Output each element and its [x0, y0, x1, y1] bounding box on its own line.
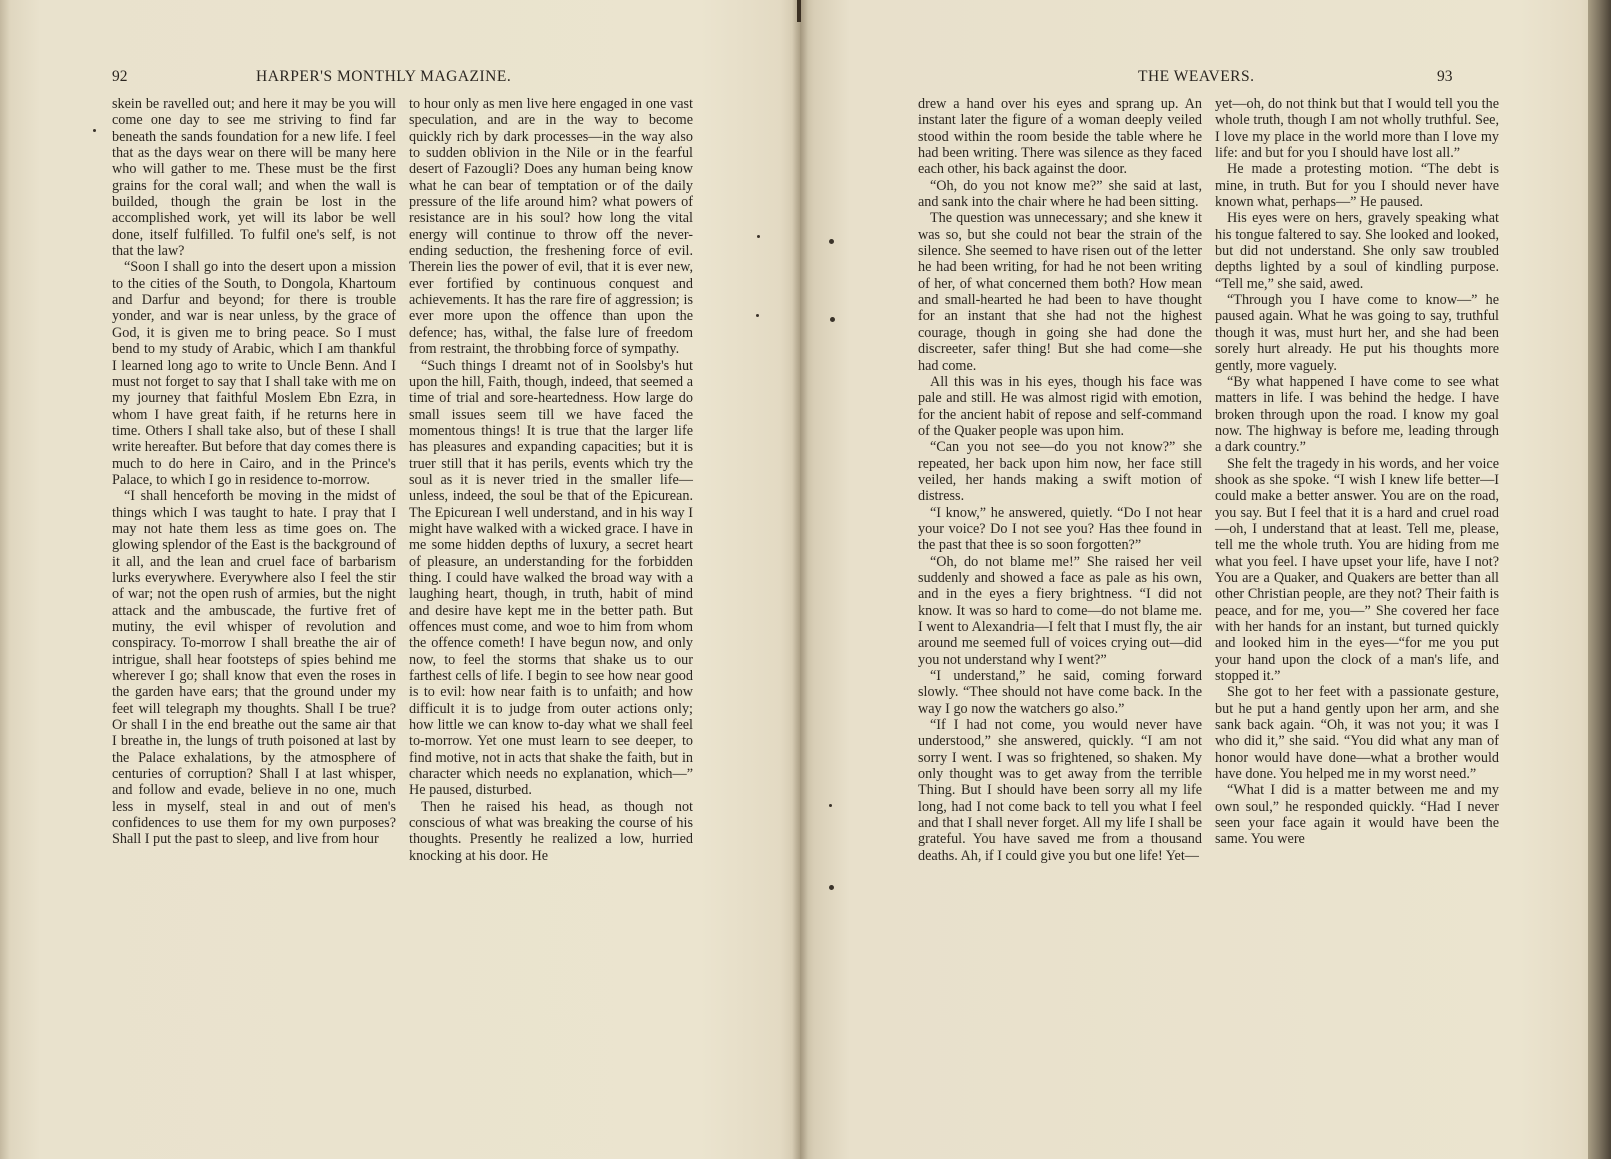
paragraph: The question was unnecessary; and she knew it was so, but she could not bear the strain of the silence. She seemed to have risen out of the letter he had been writing, for had he not been writing of her, of what concerned them both? How mean and small-hearted he had been to have thought for an instant that she had not the highest courage, though in going she had done the discreeter, safer thing! But she had come—she had come. — [918, 210, 1202, 374]
paper-speck — [757, 235, 760, 238]
paragraph: to hour only as men live here engaged in one vast speculation, and are in the way to become quickly rich by dark processes—in the way also to sudden oblivion in the Nile or in the fearful desert of Fazougli? Does any human being know what he can bear of temptation or of the daily pressure of the life around him? what powers of resistance are in his soul? how long the vital energy will continue to throw off the never-ending seduction, the freshening force of evil. Therein lies the power of evil, that it is ever new, ever fortified by continuous conquest and achievements. It has the rare fire of aggression; is ever more upon the offence than upon the defence; has, withal, the false lure of freedom from restraint, the throbbing force of sympathy. — [409, 96, 693, 358]
paper-speck — [829, 239, 834, 244]
book-gutter — [792, 0, 808, 1159]
spine-mark — [797, 0, 801, 22]
left-page — [0, 0, 800, 1159]
paragraph: All this was in his eyes, though his face was pale and still. He was almost rigid with emotion, for the ancient habit of repose and self-command of the Quaker people was upon him. — [918, 373, 1202, 439]
paragraph: Then he raised his head, as though not conscious of what was breaking the course of his thoughts. Presently he realized a low, hurried knocking at his door. He — [409, 798, 693, 864]
paper-speck — [830, 317, 835, 322]
paragraph: She felt the tragedy in his words, and her voice shook as she spoke. “I wish I knew life better—I could make a better answer. You are on the road, you say. But I feel that it is a hard and cruel road—oh, I understand that at least. Tell me, please, tell me the whole truth. You are hiding from me what you feel. I have upset your life, have I not? You are a Quaker, and Quakers are better than all other Christian people, are they not? Their faith is peace, and for me, you—” She covered her face with her hands for an instant, but turned quickly and looked him in the eyes—“for me you put your hand upon the clock of a man's life, and stopped it.” — [1215, 455, 1499, 685]
paragraph: “Oh, do not blame me!” She raised her veil suddenly and showed a face as pale as his own, and in the eyes a fiery brightness. “I did not know. It was so hard to come—do not blame me. I went to Alexandria—I felt that I must fly, the air around me seemed full of voices crying out—did you not understand why I went?” — [918, 553, 1202, 668]
paper-speck — [93, 129, 96, 132]
paragraph: “Can you not see—do you not know?” she repeated, her back upon him now, her face still veiled, her hands making a swift motion of distress. — [918, 439, 1202, 505]
right-page — [800, 0, 1611, 1159]
page-number-right: 93 — [1437, 68, 1453, 85]
paragraph: He made a protesting motion. “The debt is mine, in truth. But for you I should never have known what, perhaps—” He paused. — [1215, 161, 1499, 211]
paragraph: “I shall henceforth be moving in the midst of things which I was taught to hate. I pray that I may not hate them less as time goes on. The glowing splendor of the East is the background of it all, and the lean and cruel face of barbarism lurks everywhere. Everywhere also I feel the stir of war; not the open rush of armies, but the night attack and the ambuscade, the furtive fret of mutiny, the evil whisper of revolution and conspiracy. To-morrow I shall breathe the air of intrigue, shall hear footsteps of spies behind me wherever I go; shall know that even the roses in the garden have ears; that the ground under my feet will telegraph my thoughts. Shall I be true? Or shall I in the end breathe out the same air that I breathe in, the lungs of truth poisoned at last by the Palace exhalations, by the atmosphere of centuries of corruption? Shall I at last whisper, and follow and evade, believe in no one, much less in myself, steal in and out of men's confidences to use them for my own purposes? Shall I put the past to sleep, and live from hour — [112, 488, 396, 848]
text-column-2 — [409, 96, 693, 864]
running-head-right: THE WEAVERS. — [1138, 68, 1255, 85]
paragraph: “Such things I dreamt not of in Soolsby's hut upon the hill, Faith, though, indeed, that seemed a time of trial and sore-heartedness. How large do small issues seem till we have faced the momentous things! It is true that the larger life has pleasures and expanding capacities; but it is truer still that it has perils, events which try the soul as it is never tried in the smaller life—unless, indeed, the soul be that of the Epicurean. The Epicurean I well understand, and in his way I might have walked with a wicked grace. I have in me some hidden depths of luxury, a secret heart of pleasure, an understanding for the forbidden thing. I could have walked the broad way with a laughing heart, though, in truth, habit of mind and desire have kept me in the better path. But offences must come, and woe to him from whom the offence cometh! I have begun now, and only now, to feel the storms that shake us to our farthest cells of life. I begin to see how near good is to evil: how near faith is to unfaith; and how difficult it is to judge from outer actions only; how little we can know to-day what we shall feel to-morrow. Yet one must learn to see deeper, to find motive, not in acts that shake the faith, but in character which needs no explanation, which—” He paused, disturbed. — [409, 357, 693, 799]
page-edge — [1588, 0, 1611, 1159]
text-column-3 — [918, 96, 1202, 864]
paragraph: “Soon I shall go into the desert upon a mission to the cities of the South, to Dongola, Khartoum and Darfur and beyond; for there is trouble yonder, and war is near unless, by the grace of God, it is given me to bring peace. So I must bend to my study of Arabic, which I am thankful I learned long ago to write to Uncle Benn. And I must not forget to say that I shall take with me on my journey that faithful Moslem Ebn Ezra, in whom I have great faith, if he returns here in time. Others I shall take also, but of these I shall write hereafter. But before that day comes there is much to do here in Cairo, and in the Prince's Palace, to which I go in residence to-morrow. — [112, 259, 396, 488]
paragraph: She got to her feet with a passionate gesture, but he put a hand gently upon her arm, and she sank back again. “Oh, it was not you; it was I who did it,” she said. “You did what any man of honor would have done—what a brother would have done. You helped me in my worst need.” — [1215, 684, 1499, 783]
paper-speck — [756, 314, 759, 317]
paragraph: “What I did is a matter between me and my own soul,” he responded quickly. “Had I never seen your face again it would have been the same. You were — [1215, 782, 1499, 848]
paragraph: “Oh, do you not know me?” she said at last, and sank into the chair where he had been sitting. — [918, 177, 1202, 211]
paragraph: “Through you I have come to know—” he paused again. What he was going to say, truthful though it was, must hurt her, and she had been sorely hurt already. He put his thoughts more gently, more vaguely. — [1215, 292, 1499, 374]
paper-speck — [829, 804, 832, 807]
paragraph: “If I had not come, you would never have understood,” she answered, quickly. “I am not sorry I went. I was so frightened, so shaken. My only thought was to get away from the terrible Thing. But I should have been sorry all my life long, had I not come back to tell you what I feel and that I shall never forget. All my life I shall be grateful. You have saved me from a thousand deaths. Ah, if I could give you but one life! Yet— — [918, 717, 1202, 864]
paper-speck — [829, 885, 834, 890]
paragraph: “I know,” he answered, quietly. “Do I not hear your voice? Do I not see you? Has thee found in the past that thee is so soon forgotten?” — [918, 504, 1202, 554]
paragraph: His eyes were on hers, gravely speaking what his tongue faltered to say. She looked and looked, but did not understand. She only saw troubled depths lighted by a soul of kindling purpose. “Tell me,” she said, awed. — [1215, 210, 1499, 292]
paragraph: skein be ravelled out; and here it may be you will come one day to see me striving to find far beneath the sands foundation for a new life. I feel that as the days wear on there will be many here who will gather to me. These must be the first grains for the coral wall; and when the wall is builded, though the grain be lost in the accomplished work, yet will its labor be well done, itself fulfilled. To fulfil one's self, is not that the law? — [112, 96, 396, 260]
paragraph: yet—oh, do not think but that I would tell you the whole truth, though I am not wholly truthful. See, I love my place in the world more than I love my life: and but for you I should have lost all.” — [1215, 96, 1499, 162]
text-column-1 — [112, 96, 396, 848]
paragraph: “By what happened I have come to see what matters in life. I was behind the hedge. I have broken through upon the road. I know my goal now. The highway is before me, leading through a dark country.” — [1215, 373, 1499, 456]
paragraph: “I understand,” he said, coming forward slowly. “Thee should not have come back. In the way I go now the watchers go also.” — [918, 668, 1202, 717]
text-column-4 — [1215, 96, 1499, 848]
running-head-left: HARPER'S MONTHLY MAGAZINE. — [256, 68, 512, 85]
page-number-left: 92 — [112, 68, 128, 85]
paragraph: drew a hand over his eyes and sprang up. An instant later the figure of a woman deeply veiled stood within the room beside the table where he had been writing. There was silence as they faced each other, his back against the door. — [918, 96, 1202, 178]
